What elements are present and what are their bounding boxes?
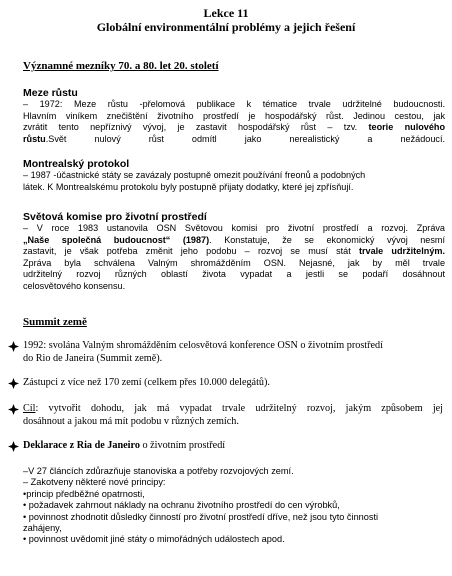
text-line: do Rio de Janeira (Summit země). <box>23 352 163 364</box>
bold-term: trvale udržitelným. <box>358 246 445 257</box>
paragraph-meze-rustu <box>23 99 445 145</box>
text-line <box>23 134 445 146</box>
text-line <box>23 122 445 134</box>
text-line: Zástupci z více než 170 zemí (celkem přes 10.000 delegátů). <box>23 377 270 388</box>
text-line <box>23 440 443 453</box>
bold-term: teorie nulového <box>368 122 445 133</box>
text-line: – V roce 1983 ustanovila OSN Světovou komisi pro životní prostředí a rozvoj. Zpráva <box>23 223 445 233</box>
bold-term: „Naše společná budoucnost“ (1987) <box>23 234 210 245</box>
section-heading-milestones: Významné mezníky 70. a 80. let 20. století <box>23 60 219 72</box>
text-line: Hlavním viníkem znečištění životního prostředí je hospodářský růst. Jedinou cestou, jak <box>23 110 445 121</box>
paragraph-declaration <box>23 466 445 546</box>
diamond-bullet-icon <box>8 441 19 452</box>
text-line: Zpráva byla schválena Valným shromážděním OSN. Nejasné, jak by měl trvale <box>23 257 445 268</box>
text-line: udržitelný rozvoj různých oblastí života vypadat a jestli se podaří dosáhnout <box>23 269 445 280</box>
text-line: – 1972: Meze růstu -přelomová publikace k tématice trvale udržitelné budoucnosti. <box>23 99 445 109</box>
text-run: zastavit, je však potřeba změnit jeho podobu – rozvoj se musí stát <box>23 246 351 257</box>
text-line <box>23 246 445 258</box>
diamond-bullet-icon <box>8 378 19 389</box>
text-line <box>23 235 445 247</box>
bold-term: růstu <box>23 133 46 144</box>
text-line: • povinnost uvědomit jiné státy o mimořádných událostech apod. <box>23 534 285 545</box>
text-line: zahájeny, <box>23 523 62 534</box>
text-line: – 1987 -účastnické státy se zavázaly postupně omezit používání freonů a podobných <box>23 170 366 180</box>
text-line <box>23 403 443 416</box>
text-line: • povinnost zhodnotit důsledky činností pro životní prostředí dříve, než jsou tyto činnosti <box>23 511 379 522</box>
lesson-subtitle: Globální environmentální problémy a jejich řešení <box>96 20 356 34</box>
diamond-bullet-icon <box>8 404 19 415</box>
bullet-text <box>23 377 443 390</box>
diamond-bullet-icon <box>8 341 19 352</box>
text-line: – Zakotveny některé nové principy: <box>23 477 166 488</box>
text-line: látek. K Montrealskému protokolu byly postupně přijaty dodatky, které jej zpřísňují. <box>23 181 354 192</box>
text-line: •princip předběžné opatrnosti, <box>23 488 145 499</box>
underlined-term: Cíl <box>23 403 36 414</box>
heading-montreal-protocol: Montrealský protokol <box>23 158 130 170</box>
text-line: 1992: svolána Valným shromážděním celosvětová konference OSN o životním prostředí <box>23 340 383 351</box>
text-line: celosvětového konsensu. <box>23 280 126 291</box>
section-heading-summit: Summit země <box>23 316 87 328</box>
heading-world-commission: Světová komise pro životní prostředí <box>23 211 207 223</box>
text-run: zvrátit tento nepříznivý vývoj, je zastavit hospodářský růst – tzv. <box>23 122 358 133</box>
text-run: . Konstatuje, že se ekonomický vývoj nesmí <box>209 234 445 245</box>
bullet-text <box>23 340 443 365</box>
text-run: .Svět nulový růst odmítl jako nerealistický a nežádoucí. <box>45 133 445 144</box>
bold-term: Deklarace z Ria de Janeiro <box>23 440 140 451</box>
lesson-title: Lekce 11 <box>203 6 249 20</box>
text-run: : vytvořit dohodu, jak má vypadat trvale udržitelný rozvoj, jakým způsobem jej <box>35 403 443 414</box>
paragraph-world-commission <box>23 223 445 293</box>
bullet-text <box>23 440 443 453</box>
text-run: o životním prostředí <box>139 440 226 451</box>
text-line: –V 27 článcích zdůrazňuje stanoviska a potřeby rozvojových zemí. <box>23 466 294 476</box>
text-line: dosáhnout a jakou má mít podobu v různých zemích. <box>23 415 239 427</box>
paragraph-montreal <box>23 170 445 193</box>
bullet-text <box>23 403 443 428</box>
heading-meze-rustu: Meze růstu <box>23 87 78 99</box>
text-line: • požadavek zahrnout náklady na ochranu životního prostředí do cen výrobků, <box>23 500 340 511</box>
